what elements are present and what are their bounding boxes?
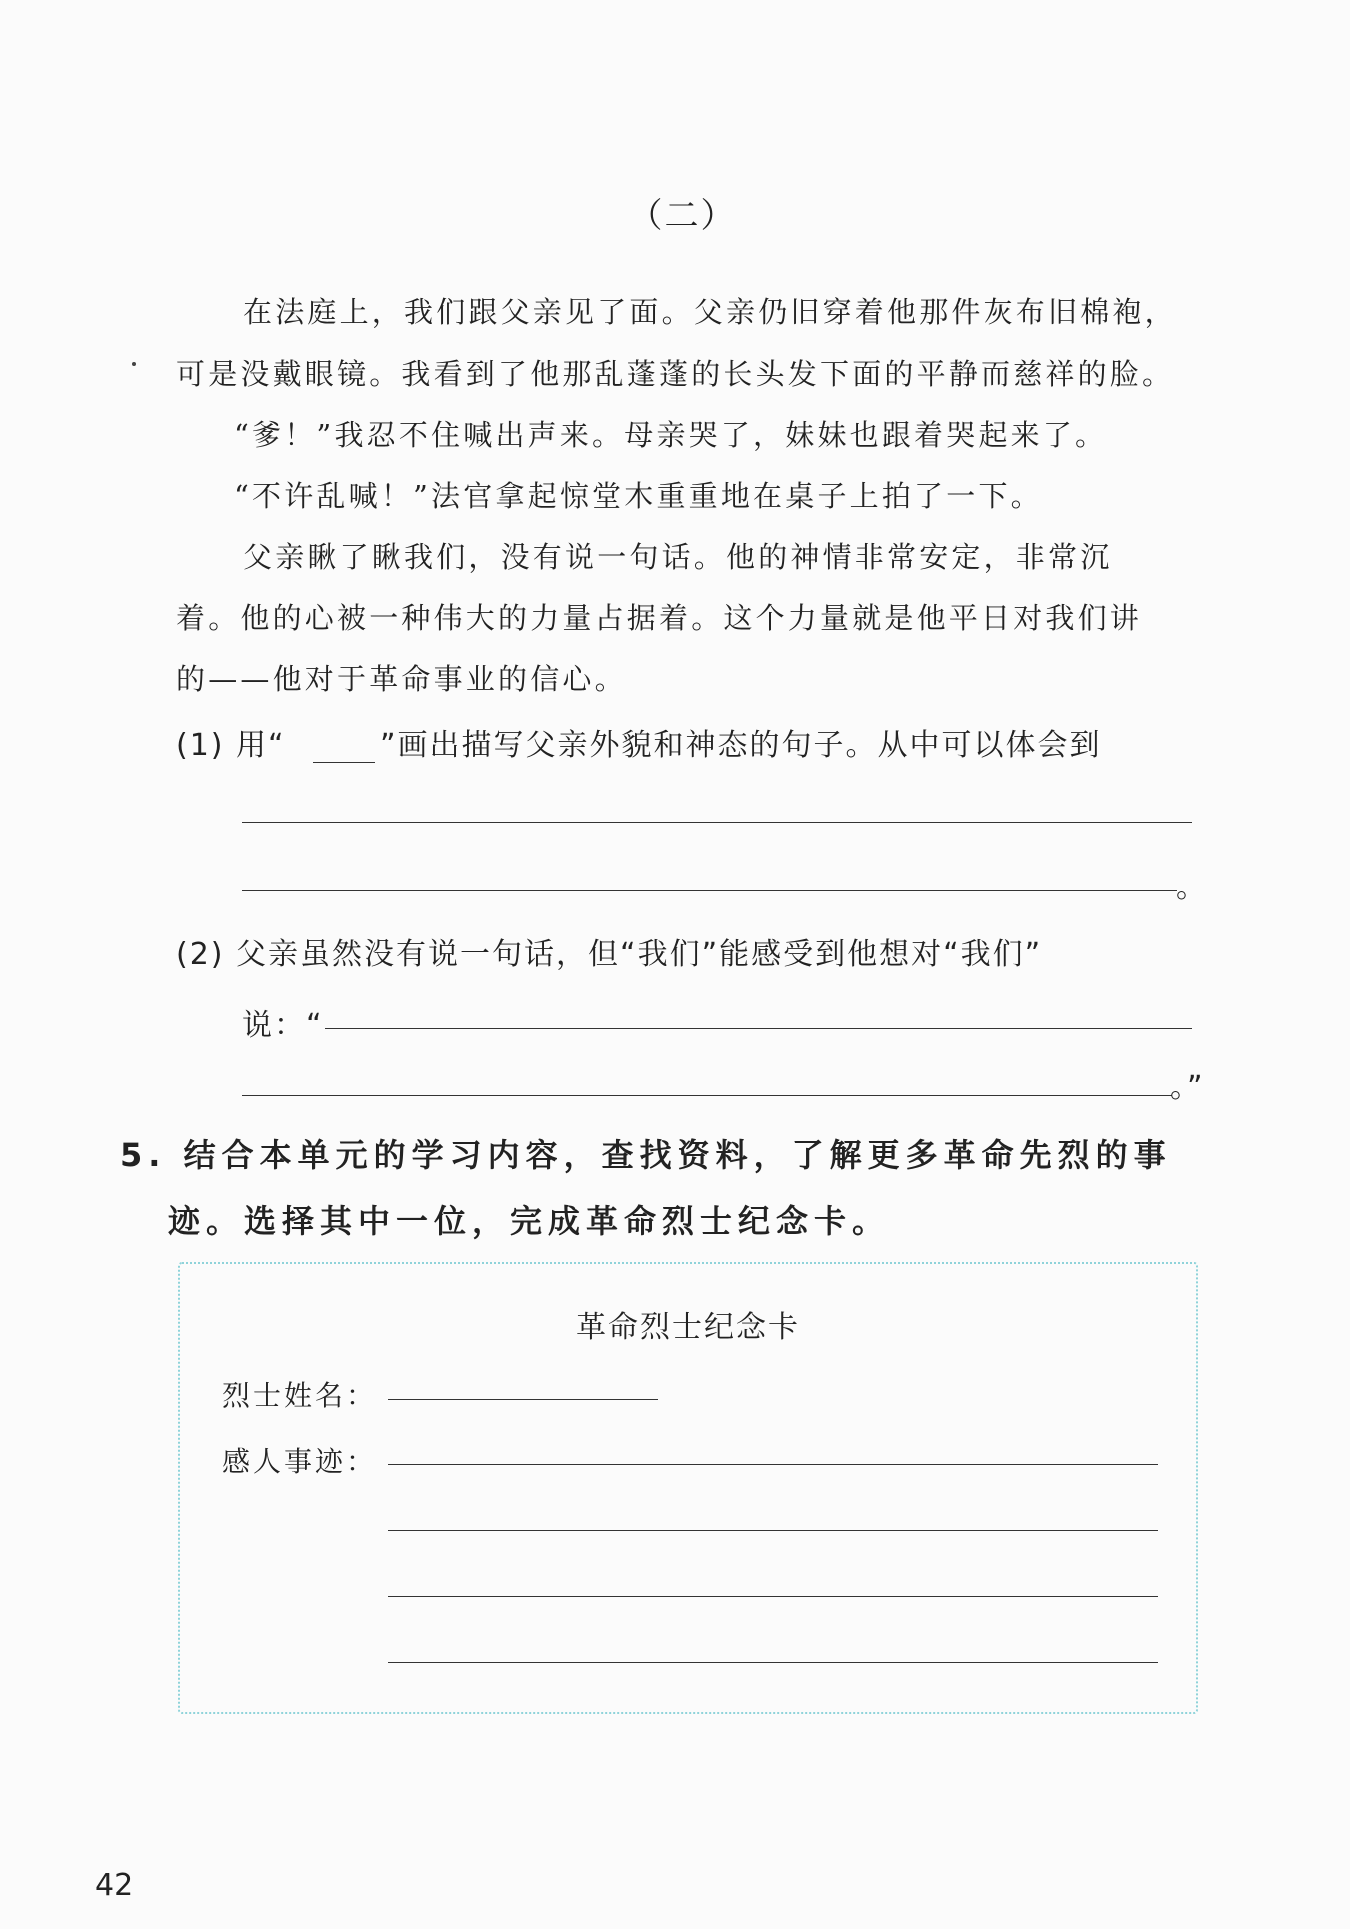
card-title: 革命烈士纪念卡 xyxy=(576,1310,800,1345)
deeds-line-2[interactable] xyxy=(388,1530,1158,1531)
task-5-line-1: 5. 结合本单元的学习内容，查找资料，了解更多革命先烈的事 xyxy=(120,1136,1172,1174)
question-1-end-mark: 。 xyxy=(1176,870,1208,905)
task-5-line-2: 迹。选择其中一位，完成革命烈士纪念卡。 xyxy=(168,1202,891,1240)
question-1-suffix: ”画出描写父亲外貌和神态的句子。从中可以体会到 xyxy=(380,728,1102,763)
underline-sample xyxy=(313,762,375,763)
answer-line-2b[interactable] xyxy=(242,1095,1172,1096)
passage-line-2: 可是没戴眼镜。我看到了他那乱蓬蓬的长头发下面的平静而慈祥的脸。 xyxy=(176,357,1175,391)
margin-dot xyxy=(132,362,136,366)
question-2-line-2-prefix: 说：“ xyxy=(242,1008,324,1043)
deeds-line-1[interactable] xyxy=(388,1464,1158,1465)
answer-line-2a[interactable] xyxy=(325,1028,1192,1029)
passage-line-4: “不许乱喊！”法官拿起惊堂木重重地在桌子上拍了一下。 xyxy=(234,479,1043,513)
deeds-line-4[interactable] xyxy=(388,1662,1158,1663)
question-2-end-mark: 。” xyxy=(1170,1070,1205,1105)
answer-line-1b[interactable] xyxy=(242,890,1177,891)
question-1-prefix: (1) 用“ xyxy=(176,728,286,763)
page-number: 42 xyxy=(95,1868,134,1903)
passage-line-6: 着。他的心被一种伟大的力量占据着。这个力量就是他平日对我们讲 xyxy=(176,601,1143,635)
passage-line-1: 在法庭上，我们跟父亲见了面。父亲仍旧穿着他那件灰布旧棉袍， xyxy=(243,295,1177,329)
section-title: （二） xyxy=(628,196,737,236)
martyr-name-label: 烈士姓名： xyxy=(222,1379,378,1412)
passage-line-5: 父亲瞅了瞅我们，没有说一句话。他的神情非常安定，非常沉 xyxy=(243,540,1113,574)
question-2-line-1: (2) 父亲虽然没有说一句话，但“我们”能感受到他想对“我们” xyxy=(176,937,1043,972)
deeds-label: 感人事迹： xyxy=(222,1445,378,1478)
passage-line-7: 的——他对于革命事业的信心。 xyxy=(176,662,627,696)
deeds-line-3[interactable] xyxy=(388,1596,1158,1597)
memorial-card xyxy=(178,1262,1198,1714)
answer-line-1a[interactable] xyxy=(242,822,1192,823)
martyr-name-line[interactable] xyxy=(388,1399,658,1400)
passage-line-3: “爹！”我忍不住喊出声来。母亲哭了，妹妹也跟着哭起来了。 xyxy=(234,418,1108,452)
